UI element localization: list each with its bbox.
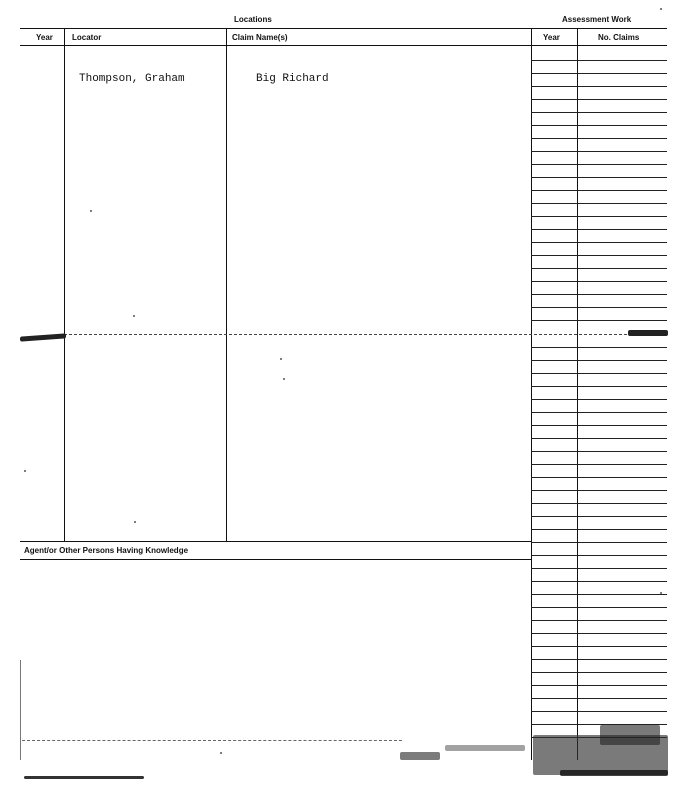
locations-section-title: Locations [234, 15, 272, 24]
assessment-year-column-header: Year [543, 33, 560, 42]
claim-name-entry: Big Richard [256, 73, 329, 85]
locator-column-header: Locator [72, 33, 102, 42]
locator-entry: Thompson, Graham [79, 73, 185, 85]
year-locator-divider [64, 28, 65, 541]
agent-section-top-rule [20, 541, 531, 542]
left-tab-mark [20, 333, 66, 341]
no-claims-column-header: No. Claims [598, 33, 640, 42]
claim-names-column-header: Claim Name(s) [232, 33, 288, 42]
assessment-work-section-title: Assessment Work [562, 15, 632, 24]
agent-section-title: Agent/or Other Persons Having Knowledge [24, 546, 189, 555]
agent-section-bottom-rule [20, 559, 531, 560]
header-bottom-rule [20, 45, 667, 46]
year-column-header: Year [36, 33, 53, 42]
mid-separator [64, 334, 667, 335]
right-tab-mark [628, 330, 668, 336]
locator-claim-divider [226, 28, 227, 541]
header-top-rule [20, 28, 667, 29]
